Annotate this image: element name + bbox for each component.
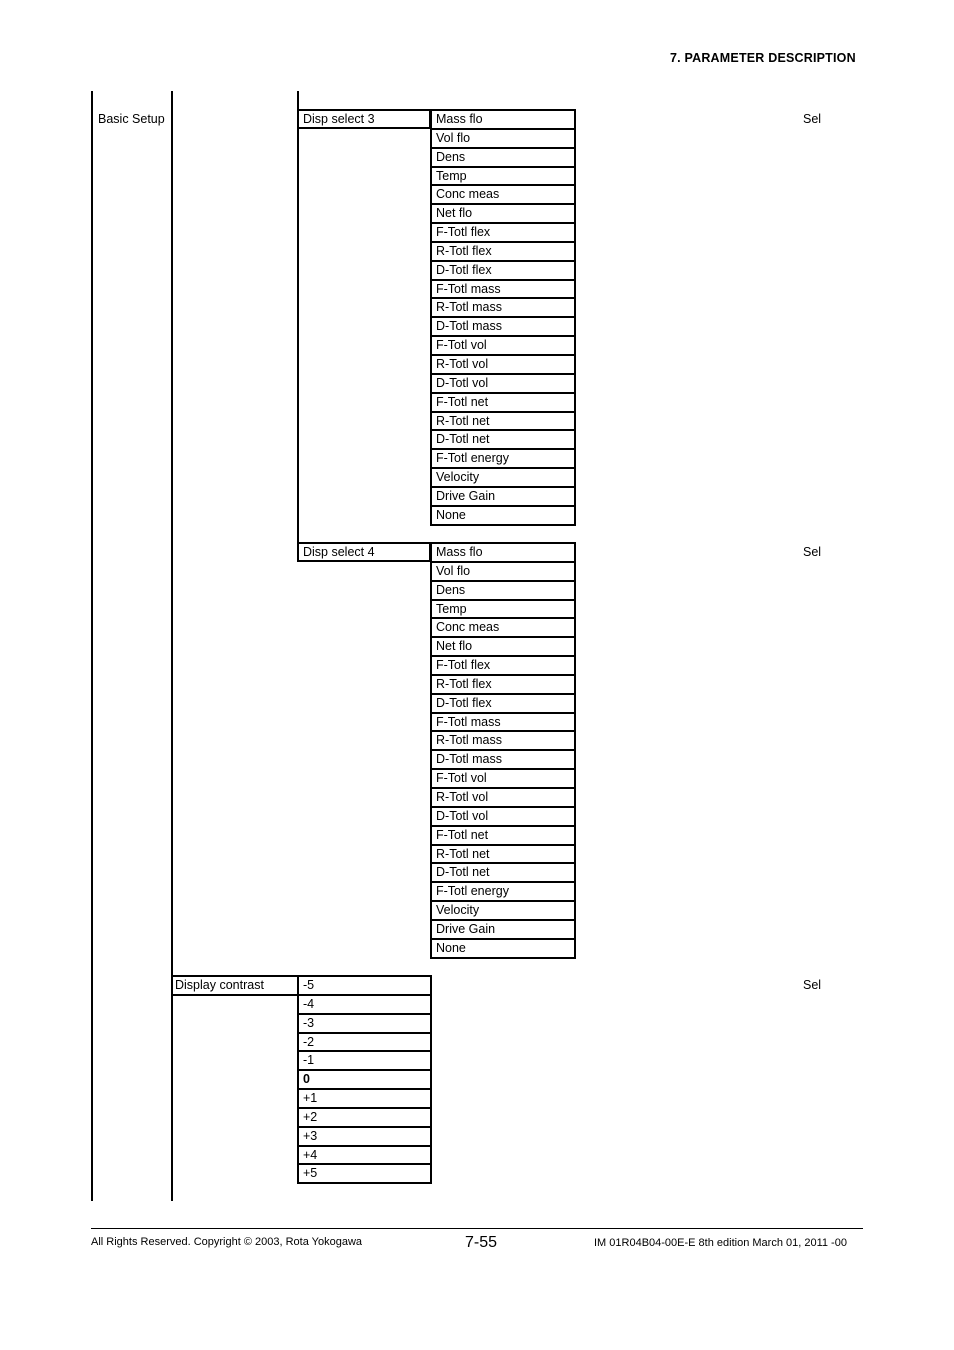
option-item[interactable]: F-Totl mass (432, 281, 574, 300)
option-item[interactable]: -5 (299, 977, 430, 996)
option-item[interactable]: Drive Gain (432, 921, 574, 940)
option-item[interactable]: Conc meas (432, 186, 574, 205)
option-item[interactable]: D-Totl flex (432, 695, 574, 714)
tree-line-level1 (171, 91, 173, 1201)
disp-select-3-param[interactable] (297, 109, 431, 129)
option-item[interactable]: None (432, 507, 574, 526)
disp-select-3-access: Sel (803, 112, 822, 126)
option-item[interactable]: F-Totl energy (432, 883, 574, 902)
option-item[interactable]: F-Totl net (432, 827, 574, 846)
section-title: 7. PARAMETER DESCRIPTION (670, 51, 856, 65)
footer-page-number: 7-55 (465, 1234, 498, 1251)
option-item[interactable]: R-Totl net (432, 413, 574, 432)
option-item[interactable]: R-Totl mass (432, 732, 574, 751)
option-item[interactable]: Dens (432, 582, 574, 601)
option-item[interactable]: Net flo (432, 638, 574, 657)
option-item[interactable]: Velocity (432, 469, 574, 488)
option-item[interactable]: Conc meas (432, 619, 574, 638)
option-item[interactable]: +1 (299, 1090, 430, 1109)
display-contrast-param[interactable] (171, 976, 299, 995)
disp-select-4-access: Sel (803, 545, 822, 559)
option-item[interactable]: -1 (299, 1052, 430, 1071)
option-item[interactable]: +3 (299, 1128, 430, 1147)
option-item[interactable]: None (432, 940, 574, 959)
option-item[interactable]: +4 (299, 1147, 430, 1166)
footer-copyright: All Rights Reserved. Copyright © 2003, Rota Yokogawa (91, 1236, 363, 1248)
option-item[interactable]: Vol flo (432, 130, 574, 149)
option-item[interactable]: Temp (432, 168, 574, 187)
option-item[interactable]: F-Totl mass (432, 714, 574, 733)
option-item[interactable]: D-Totl net (432, 431, 574, 450)
option-item[interactable]: F-Totl vol (432, 770, 574, 789)
option-item[interactable]: Vol flo (432, 563, 574, 582)
option-item[interactable]: F-Totl vol (432, 337, 574, 356)
option-item[interactable]: R-Totl vol (432, 356, 574, 375)
display-contrast-access: Sel (803, 978, 822, 992)
option-item[interactable]: -3 (299, 1015, 430, 1034)
tree-line-level2 (297, 91, 299, 561)
option-item[interactable]: F-Totl flex (432, 224, 574, 243)
option-item[interactable]: R-Totl net (432, 846, 574, 865)
option-item[interactable]: R-Totl flex (432, 676, 574, 695)
option-item[interactable]: D-Totl flex (432, 262, 574, 281)
option-item[interactable]: Net flo (432, 205, 574, 224)
option-item[interactable]: +5 (299, 1165, 430, 1184)
tree-line-root (91, 91, 93, 1201)
option-item[interactable]: R-Totl flex (432, 243, 574, 262)
option-item[interactable]: Drive Gain (432, 488, 574, 507)
option-item[interactable]: D-Totl mass (432, 318, 574, 337)
option-item[interactable]: D-Totl vol (432, 808, 574, 827)
option-item[interactable]: +2 (299, 1109, 430, 1128)
option-item[interactable]: R-Totl vol (432, 789, 574, 808)
option-item[interactable]: F-Totl flex (432, 657, 574, 676)
option-item[interactable]: Dens (432, 149, 574, 168)
display-contrast-bottom-line (171, 994, 299, 996)
disp-select-4-param[interactable] (297, 542, 431, 562)
option-item[interactable]: 0 (299, 1071, 430, 1090)
footer-doc-id: IM 01R04B04-00E-E 8th edition March 01, 2011 -00 (594, 1237, 847, 1249)
option-item[interactable]: Velocity (432, 902, 574, 921)
option-item[interactable]: Temp (432, 601, 574, 620)
option-item[interactable]: F-Totl energy (432, 450, 574, 469)
option-item[interactable]: D-Totl mass (432, 751, 574, 770)
disp-select-3-label: Disp select 3 (303, 112, 375, 126)
option-item[interactable]: D-Totl vol (432, 375, 574, 394)
display-contrast-options (297, 975, 432, 1184)
option-item[interactable]: R-Totl mass (432, 299, 574, 318)
disp-select-4-options (430, 542, 576, 959)
disp-select-3-options (430, 109, 576, 526)
option-item[interactable]: -4 (299, 996, 430, 1015)
display-contrast-label: Display contrast (175, 978, 264, 992)
menu-root-label: Basic Setup (98, 112, 165, 126)
footer-rule (91, 1228, 863, 1229)
disp-select-4-label: Disp select 4 (303, 545, 375, 559)
option-item[interactable]: D-Totl net (432, 864, 574, 883)
option-item[interactable]: Mass flo (432, 544, 574, 563)
option-item[interactable]: Mass flo (432, 111, 574, 130)
option-item[interactable]: -2 (299, 1034, 430, 1053)
option-item[interactable]: F-Totl net (432, 394, 574, 413)
